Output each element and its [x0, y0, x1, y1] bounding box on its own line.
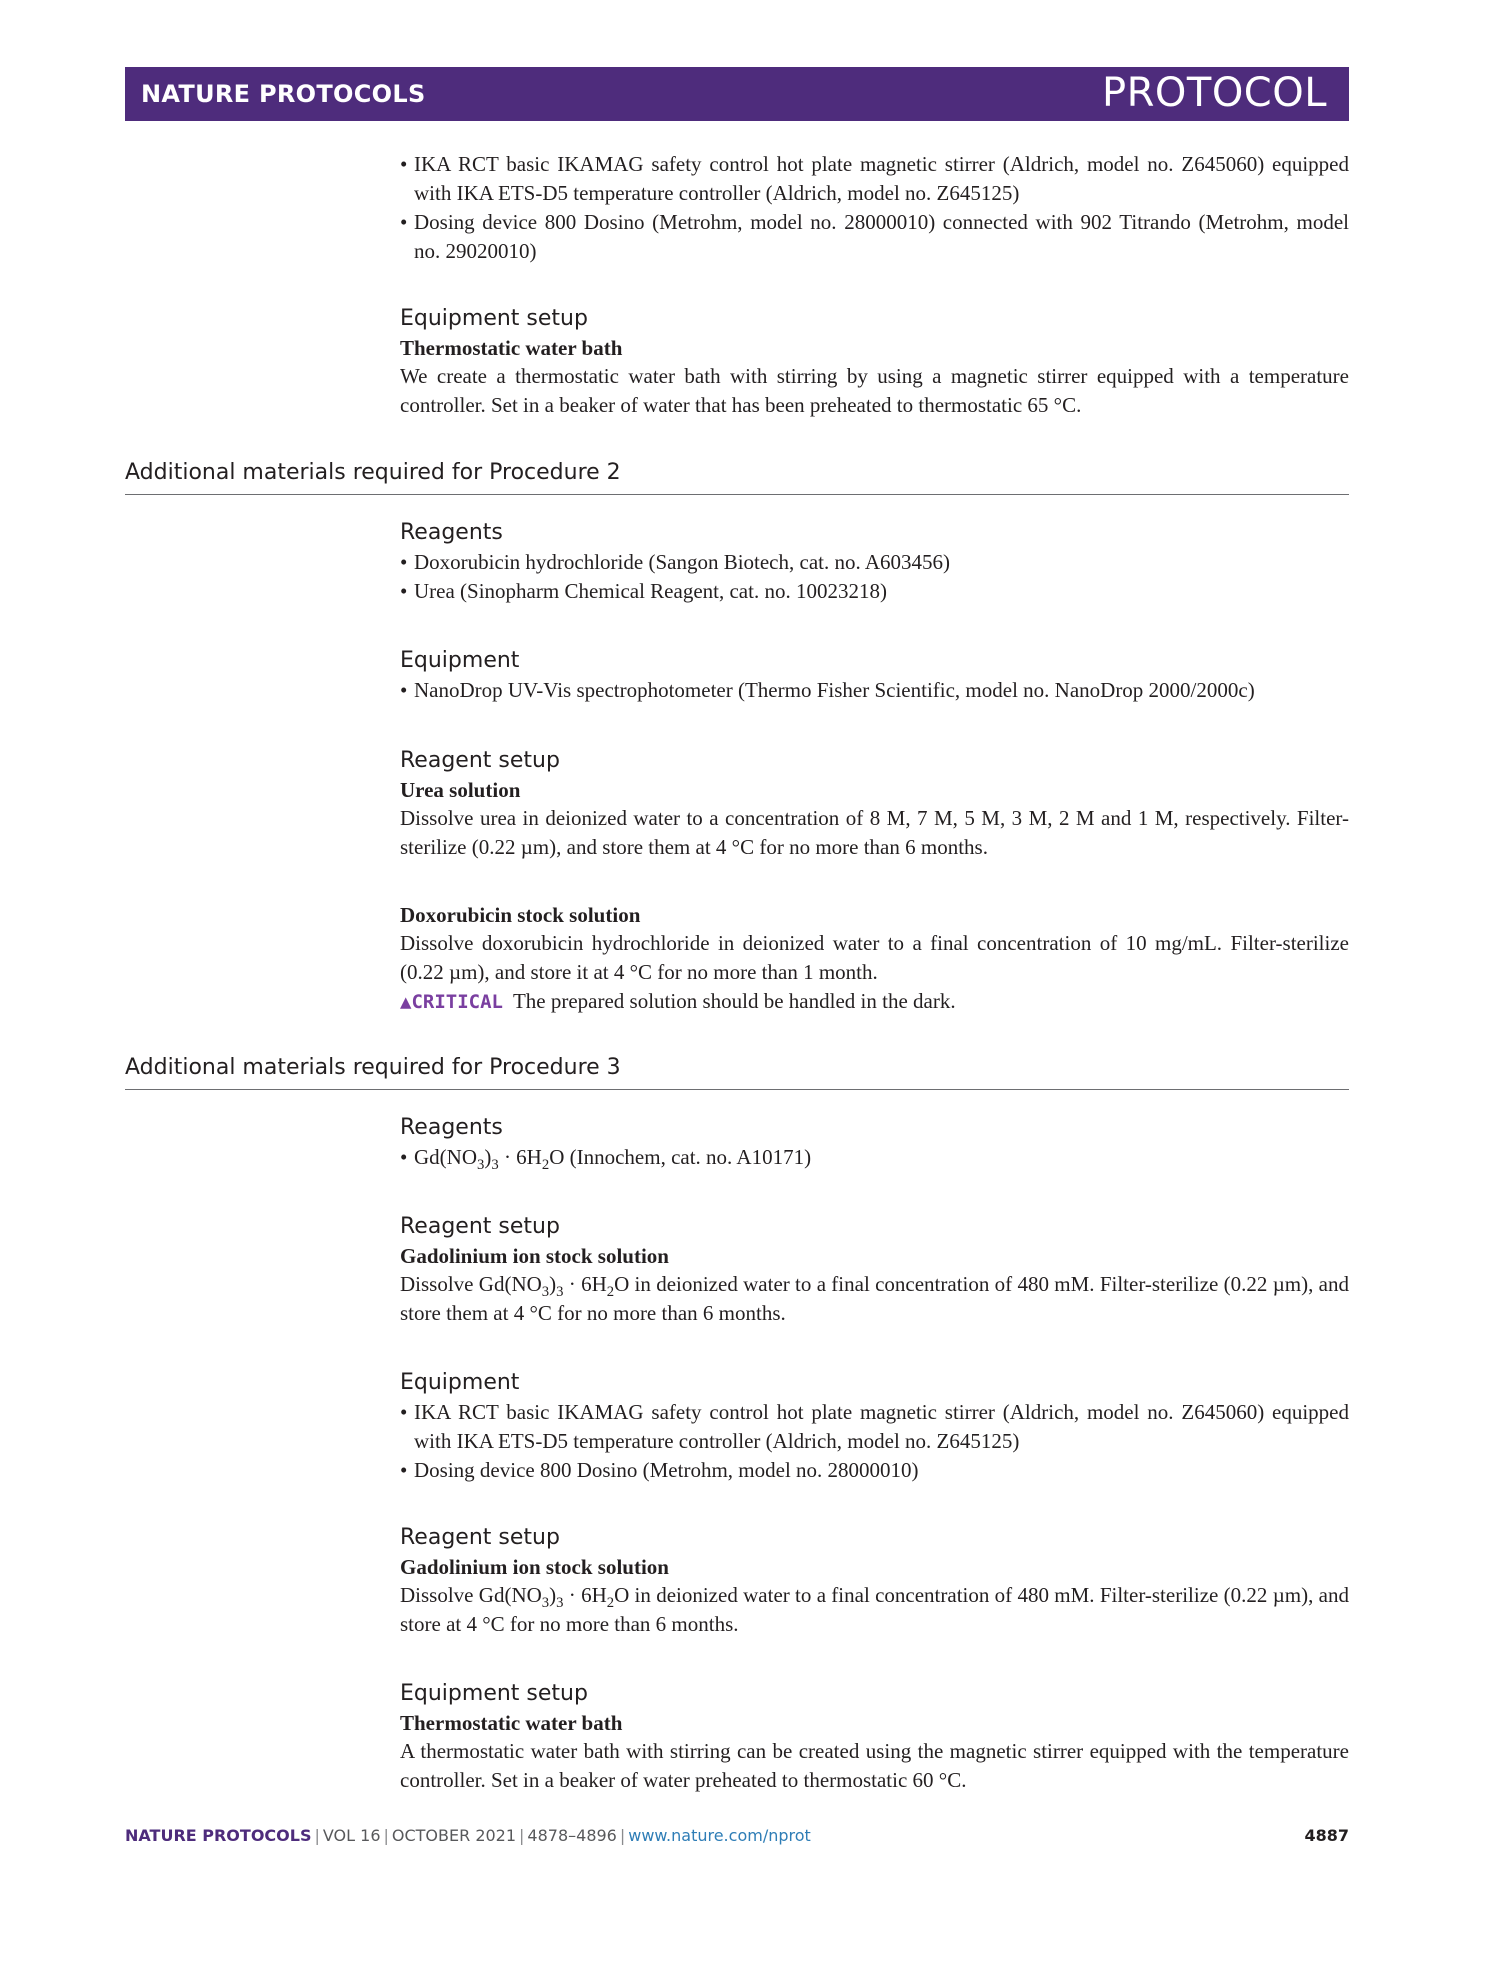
subsubsection-heading: Urea solution: [400, 778, 521, 802]
subsection-heading: Reagent setup: [400, 1525, 560, 1550]
critical-text: The prepared solution should be handled in the dark.: [512, 989, 956, 1013]
equipment-section: [400, 646, 1349, 705]
paragraph: Dissolve doxorubicin hydrochloride in deionized water to a final concentration of 10 mg/mL. Filter-sterilize (0.22 µm), and store it at 4 °C for no more than 1 month.: [400, 931, 1349, 984]
list-item: • IKA RCT basic IKAMAG safety control hot plate magnetic stirrer (Aldrich, model no. Z645060) equipped with IKA ETS-D5 temperature controller (Aldrich, model no. Z645125): [400, 1398, 1349, 1456]
subsubsection-heading: Doxorubicin stock solution: [400, 903, 641, 927]
equipment-section: [400, 1368, 1349, 1485]
list-item: • Urea (Sinopharm Chemical Reagent, cat. no. 10023218): [400, 577, 1349, 606]
reagents-section: [400, 518, 1349, 606]
journal-name: NATURE PROTOCOLS: [141, 80, 426, 108]
list-item: • Doxorubicin hydrochloride (Sangon Biotech, cat. no. A603456): [400, 548, 1349, 577]
subsection-heading: Reagent setup: [400, 748, 560, 773]
reagents-section: [400, 1113, 1349, 1172]
footer-pages: 4878–4896: [527, 1826, 617, 1845]
paragraph: Dissolve $Gd(NO_3)_3 \cdot 6H_2O$ in deionized water to a final concentration of 480 mM. Filter-sterilize (0.22 µm), and store them at 4 °C for no more than 6 months.: [400, 1272, 1349, 1325]
reagent-setup-section: [400, 746, 1349, 862]
list-item: • NanoDrop UV-Vis spectrophotometer (Thermo Fisher Scientific, model no. NanoDrop 2000/2000c): [400, 676, 1349, 705]
list-item: • Dosing device 800 Dosino (Metrohm, model no. 28000010): [400, 1456, 1349, 1485]
subsubsection-heading: Gadolinium ion stock solution: [400, 1555, 669, 1579]
footer-journal: NATURE PROTOCOLS: [125, 1826, 312, 1845]
paragraph: Dissolve $Gd(NO_3)_3 \cdot 6H_2O$ in deionized water to a final concentration of 480 mM. Filter-sterilize (0.22 µm), and store at 4 °C for no more than 6 months.: [400, 1583, 1349, 1636]
subsection-heading: Equipment setup: [400, 1681, 588, 1706]
equipment-setup-section: [400, 1679, 1349, 1795]
top-equipment-list: [400, 150, 1349, 266]
subsubsection-heading: Thermostatic water bath: [400, 336, 623, 360]
list-item: • Dosing device 800 Dosino (Metrohm, model no. 28000010) connected with 902 Titrando (Metrohm, model no. 29020010): [400, 208, 1349, 266]
subsection-heading: Reagents: [400, 1115, 503, 1140]
footer-volume: VOL 16: [322, 1826, 381, 1845]
subsubsection-heading: Gadolinium ion stock solution: [400, 1244, 669, 1268]
section-heading-procedure-2: Additional materials required for Procedure 2: [125, 460, 1349, 495]
subsection-heading: Equipment setup: [400, 306, 588, 331]
subsection-heading: Reagents: [400, 520, 503, 545]
subsubsection-heading: Thermostatic water bath: [400, 1711, 623, 1735]
subsection-heading: Equipment: [400, 1370, 520, 1395]
journal-header-bar: [125, 67, 1349, 121]
paragraph: A thermostatic water bath with stirring can be created using the magnetic stirrer equipped with the temperature controller. Set in a beaker of water preheated to thermostatic 60 °C.: [400, 1739, 1349, 1792]
critical-note: [400, 987, 1349, 1017]
subsection-heading: Equipment: [400, 648, 520, 673]
page-footer: NATURE PROTOCOLS | VOL 16 | OCTOBER 2021 | 4878–4896 | www.nature.com/nprot 4887: [125, 1826, 1349, 1845]
subsection-heading: Reagent setup: [400, 1214, 560, 1239]
section-heading-procedure-3: Additional materials required for Procedure 3: [125, 1055, 1349, 1090]
page-number: 4887: [1304, 1826, 1349, 1845]
footer-url-link[interactable]: www.nature.com/nprot: [628, 1826, 811, 1845]
critical-label: ▲CRITICAL: [400, 991, 503, 1013]
list-item: • $Gd(NO_3)_3 \cdot 6H_2O$ (Innochem, cat. no. A10171): [400, 1143, 1349, 1172]
article-type: PROTOCOL: [1101, 70, 1327, 116]
reagent-setup-section: [400, 1212, 1349, 1328]
equipment-setup-section: [400, 304, 1349, 420]
list-item: • IKA RCT basic IKAMAG safety control hot plate magnetic stirrer (Aldrich, model no. Z645060) equipped with IKA ETS-D5 temperature controller (Aldrich, model no. Z645125): [400, 150, 1349, 208]
paragraph: We create a thermostatic water bath with stirring by using a magnetic stirrer equipped with a temperature controller. Set in a beaker of water that has been preheated to thermostatic 65 °C.: [400, 364, 1349, 417]
paragraph: Dissolve urea in deionized water to a concentration of 8 M, 7 M, 5 M, 3 M, 2 M and 1 M, respectively. Filter-sterilize (0.22 µm), and store them at 4 °C for no more than 6 months.: [400, 806, 1349, 859]
doxorubicin-stock-section: [400, 901, 1349, 1017]
footer-date: OCTOBER 2021: [391, 1826, 517, 1845]
reagent-setup-section: [400, 1523, 1349, 1639]
